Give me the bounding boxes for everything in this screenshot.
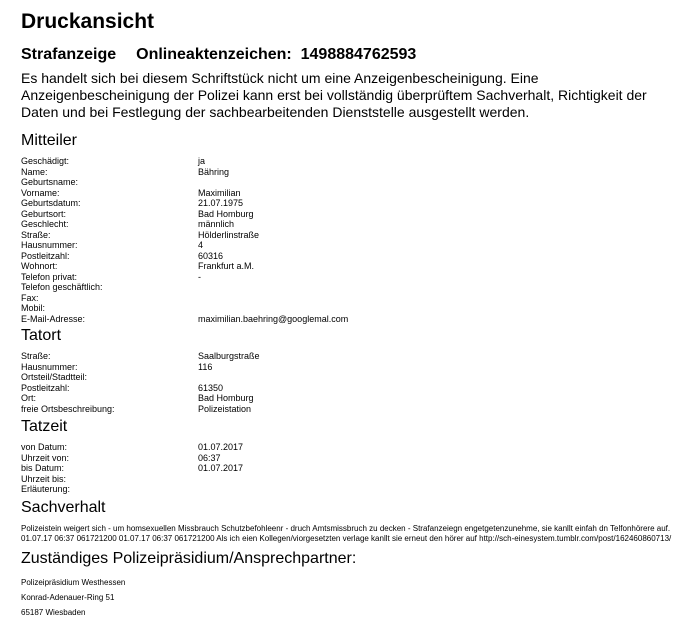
field-label: Geschlecht: [21,219,69,229]
field-value: 4 [198,240,204,250]
field-row [21,463,243,474]
field-value: 61350 [198,382,224,393]
report-subheader [21,45,686,65]
address-line: 65187 Wiesbaden [21,607,86,617]
field-value: Saalburgstraße [198,351,260,361]
field-label: Hausnummer: [21,240,78,250]
field-row [21,282,348,293]
field-value: Bad Homburg [198,393,254,403]
field-label: Hausnummer: [21,361,78,372]
field-value: 60316 [198,250,224,261]
field-row [21,404,260,415]
field-value [198,484,243,495]
field-value: Maximilian [198,187,241,198]
field-label: Ortsteil/Stadtteil: [21,372,88,382]
field-label: von Datum: [21,442,68,452]
field-row [21,442,243,453]
page-title: Druckansicht [21,10,155,33]
field-row [21,156,348,167]
field-row [21,167,348,178]
field-label: Erläuterung: [21,484,71,494]
field-label: Name: [21,166,48,177]
field-label: Uhrzeit bis: [21,473,67,484]
field-row [21,453,243,464]
field-row [21,303,348,314]
section-heading-zustaendig: Zuständiges Polizeipräsidium/Ansprechpartner: [21,549,357,567]
field-row [21,474,243,485]
print-view-document [21,9,686,620]
report-type: Strafanzeige [21,46,117,63]
tatort-table [21,351,260,414]
section-heading-tatzeit: Tatzeit [21,418,68,435]
field-value [198,303,348,314]
field-label: Mobil: [21,303,46,313]
field-label: E-Mail-Adresse: [21,313,86,324]
field-value: Bad Homburg [198,208,254,219]
field-label: Vorname: [21,187,60,198]
field-value: 06:37 [198,452,221,463]
field-row [21,314,348,325]
field-value: Bähring [198,166,230,177]
field-row [21,393,260,404]
mitteiler-table [21,156,348,324]
field-value [198,177,348,188]
field-row [21,230,348,241]
sachverhalt-text: Polizeistein weigert sich - um homsexuellen Missbrauch Schutzbefohleenr - druch Amtsmissbruch zu decken - Strafanzeiegn engetgetenzunehme, sie kanllt einfah dn Telfonhörere auf. 01.07.17 06:37 061721200 01.07.17 06:37 061721200 Als ich eien Kollegen/viorgesetzten verlage kanllt sie erneut den hörer auf http://sch-einesystem.tumblr.com/post/162460860713/ [21,523,672,543]
police-address [21,575,686,620]
field-row [21,219,348,230]
field-value [198,372,260,383]
field-row [21,372,260,383]
field-value [198,293,348,304]
field-row [21,484,243,495]
field-label: Geburtsname: [21,177,79,187]
field-row [21,177,348,188]
field-label: Telefon privat: [21,271,78,282]
field-row [21,272,348,283]
field-value: Frankfurt a.M. [198,261,255,271]
field-label: Postleitzahl: [21,382,70,393]
section-heading-tatort: Tatort [21,327,62,344]
field-value: Polizeistation [198,403,252,414]
address-line: Konrad-Adenauer-Ring 51 [21,592,115,602]
field-label: Ort: [21,393,36,403]
field-label: Geschädigt: [21,156,70,166]
akten-label: Onlineaktenzeichen: [136,46,292,63]
field-label: Straße: [21,351,51,361]
field-value: männlich [198,219,235,229]
field-label: Straße: [21,229,51,240]
section-heading-mitteiler: Mitteiler [21,132,78,149]
field-value: 116 [198,361,213,372]
field-value: 01.07.2017 [198,442,244,452]
field-value [198,474,243,485]
field-value: 21.07.1975 [198,198,244,208]
address-line: Polizeipräsidium Westhessen [21,577,126,587]
field-label: Fax: [21,292,39,303]
field-value: Hölderlinstraße [198,229,260,240]
field-label: Geburtsdatum: [21,198,81,208]
akten-number: 1498884762593 [300,46,417,63]
field-row [21,261,348,272]
field-label: Telefon geschäftlich: [21,282,103,292]
field-label: Geburtsort: [21,208,67,219]
section-heading-sachverhalt: Sachverhalt [21,498,106,516]
field-row [21,188,348,199]
field-value [198,282,348,293]
field-value: 01.07.2017 [198,463,244,473]
field-label: freie Ortsbeschreibung: [21,403,115,414]
field-label: bis Datum: [21,463,65,473]
field-row [21,383,260,394]
disclaimer-text: Es handelt sich bei diesem Schriftstück nicht um eine Anzeigenbescheinigung. Eine Anzeigenbescheinigung der Polizei kann erst bei vollständig überprüftem Sachverhalt, Richtigkeit der Daten und bei Festlegung der sachbearbeitenden Dienststelle ausgestellt werden. [21,70,647,120]
field-row [21,362,260,373]
field-row [21,293,348,304]
field-row [21,240,348,251]
field-row [21,251,348,262]
field-value: maximilian.baehring@googlemal.com [198,313,349,324]
field-value: ja [198,156,206,166]
field-row [21,351,260,362]
field-value: - [198,271,201,282]
field-row [21,209,348,220]
field-label: Uhrzeit von: [21,452,70,463]
field-label: Wohnort: [21,261,58,271]
tatzeit-table [21,442,243,495]
field-row [21,198,348,209]
field-label: Postleitzahl: [21,250,70,261]
